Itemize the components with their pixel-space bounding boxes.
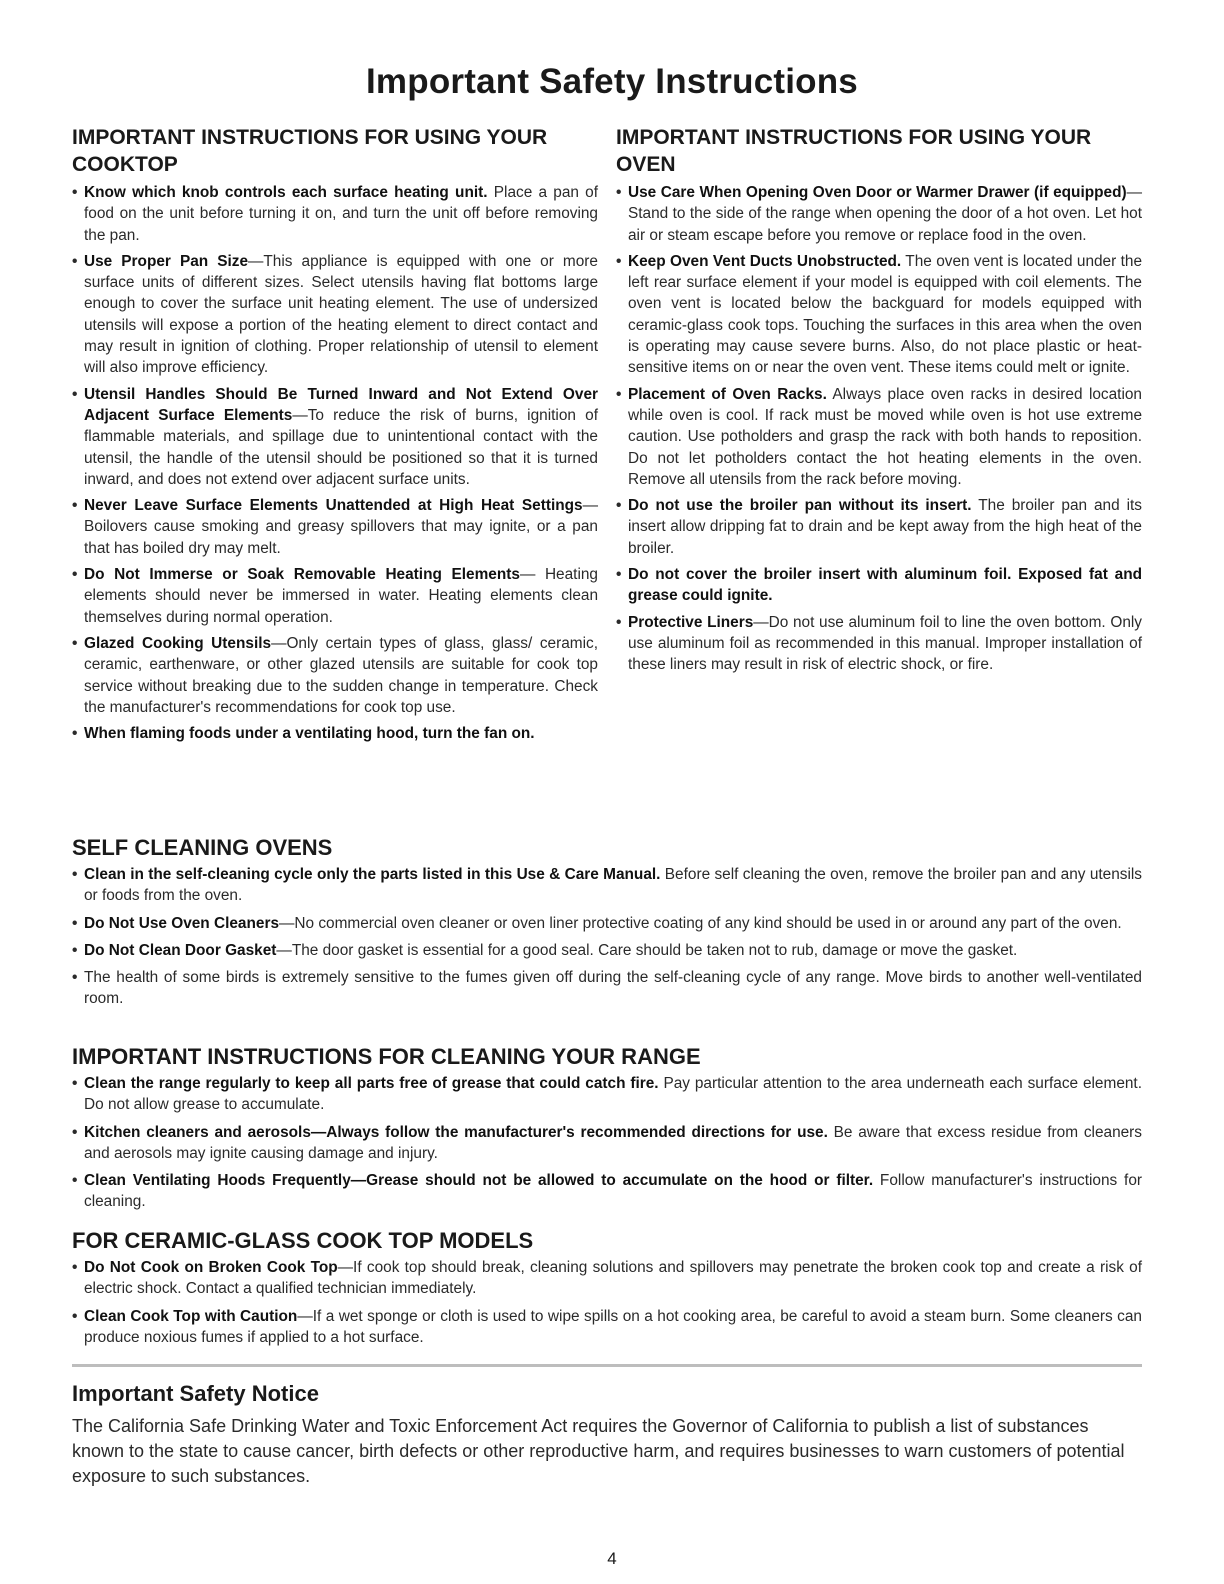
cleaning-range-list — [72, 1073, 1142, 1213]
item-text: —Do not use aluminum foil to line the oven bottom. Only use aluminum foil as recommended in this manual. Improper installation of these liners may result in risk of electric shock, or fire. — [628, 613, 1142, 674]
list-item — [616, 182, 1142, 246]
item-lead: Never Leave Surface Elements Unattended at High Heat Settings — [84, 497, 583, 515]
list-item — [616, 251, 1142, 379]
item-lead: Do Not Clean Door Gasket — [84, 941, 277, 959]
notice-body: The California Safe Drinking Water and Toxic Enforcement Act requires the Governor of California to publish a list of substances known to the state to cause cancer, birth defects or other reproductive harm, and requires businesses to warn customers of potential exposure to such substances. — [72, 1416, 1125, 1486]
self-cleaning-heading: SELF CLEANING OVENS — [72, 835, 333, 860]
list-item — [616, 612, 1142, 676]
self-cleaning-list — [72, 864, 1142, 1010]
cleaning-range-heading: IMPORTANT INSTRUCTIONS FOR CLEANING YOUR RANGE — [72, 1044, 701, 1069]
list-item — [72, 940, 1142, 961]
cooktop-section — [72, 124, 598, 749]
cooktop-list — [72, 182, 598, 744]
item-lead: Protective Liners — [628, 613, 754, 631]
list-item — [72, 564, 598, 628]
list-item — [72, 913, 1142, 934]
item-lead: When flaming foods under a ventilating hood, turn the fan on. — [84, 725, 535, 743]
list-item — [72, 1122, 1142, 1165]
item-lead: Clean in the self-cleaning cycle only the parts listed in this Use & Care Manual. — [84, 866, 661, 883]
item-lead: Do Not Immerse or Soak Removable Heating Elements — [84, 566, 520, 584]
item-lead: Do Not Use Oven Cleaners — [84, 914, 280, 932]
item-text: Be aware that excess residue from cleaners and aerosols may ignite causing damage and injury. — [84, 1123, 1143, 1162]
oven-heading: IMPORTANT INSTRUCTIONS FOR USING YOUR OVEN — [616, 126, 1092, 176]
list-item — [72, 1257, 1142, 1300]
list-item — [72, 1306, 1142, 1349]
item-text: Pay particular attention to the area underneath each surface element. Do not allow grease to accumulate. — [84, 1075, 1142, 1114]
item-lead: Use Care When Opening Oven Door or Warmer Drawer (if equipped) — [628, 184, 1127, 201]
notice-title: Important Safety Notice — [72, 1381, 319, 1406]
list-item — [72, 1073, 1142, 1116]
item-text: Before self cleaning the oven, remove the broiler pan and any utensils or foods from the oven. — [84, 866, 1143, 905]
ceramic-section — [72, 1227, 1142, 1354]
item-lead: Do not use the broiler pan without its insert. — [628, 497, 972, 515]
list-item — [72, 1170, 1142, 1213]
item-lead: Do not cover the broiler insert with aluminum foil. Exposed fat and grease could ignite. — [628, 566, 1142, 605]
oven-section — [616, 124, 1142, 681]
list-item — [72, 967, 1142, 1010]
item-text: Always place oven racks in desired location while oven is cool. If rack must be moved while oven is hot use extreme caution. Use potholders and grasp the rack with both hands to reposition. Do not let potholders contact the hot heating elements in the oven. Remove all utensils from the rack before moving. — [628, 385, 1142, 488]
item-text: —This appliance is equipped with one or more surface units of different sizes. Select utensils having flat bottoms large enough to cover the surface unit heating element. The use of undersized utensils will expose a portion of the heating element to direct contact and may result in ignition of clothing. Proper relationship of utensil to element will also improve efficiency. — [84, 252, 598, 377]
item-text: The health of some birds is extremely sensitive to the fumes given off during the self-cleaning cycle of any range. Move birds to another well-ventilated room. — [84, 969, 1142, 1008]
cooktop-heading: IMPORTANT INSTRUCTIONS FOR USING YOUR COOKTOP — [72, 126, 548, 176]
list-item — [72, 723, 598, 744]
item-text: —If a wet sponge or cloth is used to wipe spills on a hot cooking area, be careful to avoid a steam burn. Some cleaners can produce noxious fumes if applied to a hot surface. — [84, 1307, 1142, 1346]
item-lead: Know which knob controls each surface heating unit. — [84, 184, 488, 201]
item-text: The broiler pan and its insert allow dripping fat to drain and be kept away from the high heat of the broiler. — [628, 497, 1142, 557]
page-title: Important Safety Instructions — [366, 62, 858, 101]
item-text: —The door gasket is essential for a good seal. Care should be taken not to rub, damage or move the gasket. — [276, 941, 1018, 959]
item-lead: Placement of Oven Racks. — [628, 385, 827, 403]
item-text: —Only certain types of glass, glass/ ceramic, ceramic, earthenware, or other glazed utensils are suitable for cook top service without breaking due to the sudden change in temperature. Check the manufacturer's recommendations for cook top use. — [84, 634, 598, 716]
list-item — [616, 495, 1142, 559]
item-text: —To reduce the risk of burns, ignition of flammable materials, and spillage due to unintentional contact with the utensil, the handle of the utensil should be positioned so that it is turned inward, and does not extend over adjacent surface units. — [84, 406, 598, 488]
safety-notice — [72, 1380, 1142, 1489]
item-lead: Do Not Cook on Broken Cook Top — [84, 1259, 338, 1276]
list-item — [616, 384, 1142, 490]
item-lead: Clean Ventilating Hoods Frequently—Grease should not be allowed to accumulate on the hood or filter. — [84, 1172, 874, 1190]
list-item — [72, 495, 598, 559]
item-lead: Use Proper Pan Size — [84, 252, 249, 270]
item-text: The oven vent is located under the left rear surface element if your model is equipped with coil elements. The oven vent is located below the backguard for models equipped with ceramic-glass cook tops. Touching the surfaces in this area when the oven is operating may cause severe burns. Also, do not place plastic or heat-sensitive items on or near the oven vent. These items could melt or ignite. — [628, 252, 1143, 377]
item-text: —If cook top should break, cleaning solutions and spillovers may penetrate the broken cook top and create a risk of electric shock. Contact a qualified technician immediately. — [84, 1259, 1143, 1298]
item-text: —No commercial oven cleaner or oven liner protective coating of any kind should be used in or around any part of the oven. — [279, 914, 1122, 932]
item-lead: Glazed Cooking Utensils — [84, 634, 272, 652]
item-lead: Kitchen cleaners and aerosols—Always follow the manufacturer's recommended directions for use. — [84, 1123, 828, 1141]
item-text: Follow manufacturer's instructions for cleaning. — [84, 1172, 1143, 1211]
list-item — [72, 251, 598, 379]
item-lead: Keep Oven Vent Ducts Unobstructed. — [628, 252, 902, 270]
item-text: —Boilovers cause smoking and greasy spillovers that may ignite, or a pan that has boiled dry may melt. — [84, 497, 598, 557]
list-item — [72, 384, 598, 490]
list-item — [72, 182, 598, 246]
item-text: Place a pan of food on the unit before turning it on, and turn the unit off before removing the pan. — [84, 184, 598, 244]
cleaning-range-section — [72, 1043, 1142, 1219]
section-divider — [72, 1364, 1142, 1367]
item-lead: Utensil Handles Should Be Turned Inward and Not Extend Over Adjacent Surface Elements — [84, 385, 598, 424]
item-lead: Clean Cook Top with Caution — [84, 1307, 298, 1325]
oven-list — [616, 182, 1142, 676]
list-item — [72, 864, 1142, 907]
self-cleaning-section — [72, 834, 1142, 1016]
item-text: —Stand to the side of the range when opening the door of a hot oven. Let hot air or steam escape before you remove or replace food in the oven. — [628, 184, 1142, 244]
ceramic-heading: FOR CERAMIC-GLASS COOK TOP MODELS — [72, 1228, 534, 1253]
item-text: — Heating elements should never be immersed in water. Heating elements clean themselves during normal operation. — [84, 566, 598, 626]
ceramic-list — [72, 1257, 1142, 1348]
list-item — [616, 564, 1142, 607]
list-item — [72, 633, 598, 718]
page-number: 4 — [607, 1549, 617, 1568]
item-lead: Clean the range regularly to keep all parts free of grease that could catch fire. — [84, 1075, 659, 1092]
